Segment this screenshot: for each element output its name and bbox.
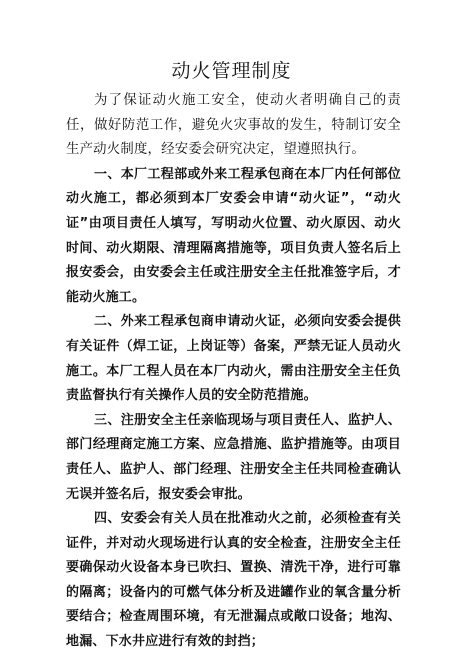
document-title: 动火管理制度 (171, 60, 292, 82)
intro-paragraph: 为了保证动火施工安全，使动火者明确自己的责任，做好防范工作，避免火灾事故的发生，特制订安全生产动火制度，经安委会研究决定，望遵照执行。 (66, 93, 401, 158)
clause-2-paragraph: 二、外来工程承包商申请动火证，必须向安委会提供有关证件（焊工证，上岗证等）备案，严禁无证人员动火施工。本厂工程人员在本厂内动火，需由注册安全主任负责监督执行有关操作人员的安全防范措施。 (66, 314, 401, 404)
document-body (66, 89, 401, 655)
clause-4-paragraph: 四、安委会有关人员在批准动火之前，必须检查有关证件，并对动火现场进行认真的安全检查，注册安全主任要确保动火设备本身已吹扫、置换、清洗干净，进行可靠的隔离；设备内的可燃气体分析及进罐作业的氧含量分析要结合；检查周围环境，有无泄漏点或敞口设备；地沟、地漏、下水井应进行有效的封挡； (66, 511, 401, 650)
clause-3-paragraph: 三、注册安全主任亲临现场与项目责任人、监护人、部门经理商定施工方案、应急措施、监护措施等。由项目责任人、监护人、部门经理、注册安全主任共同检查确认无误并签名后，报安委会审批。 (66, 412, 401, 502)
clause-1-paragraph: 一、本厂工程部或外来工程承包商在本厂内任何部位动火施工，都必须到本厂安委会申请“动火证”，“动火证”由项目责任人填写，写明动火位置、动火原因、动火时间、动火期限、清理隔离措施等，项目负责人签名后上报安委会，由安委会主任或注册安全主任批准签字后，才能动火施工。 (66, 166, 401, 305)
